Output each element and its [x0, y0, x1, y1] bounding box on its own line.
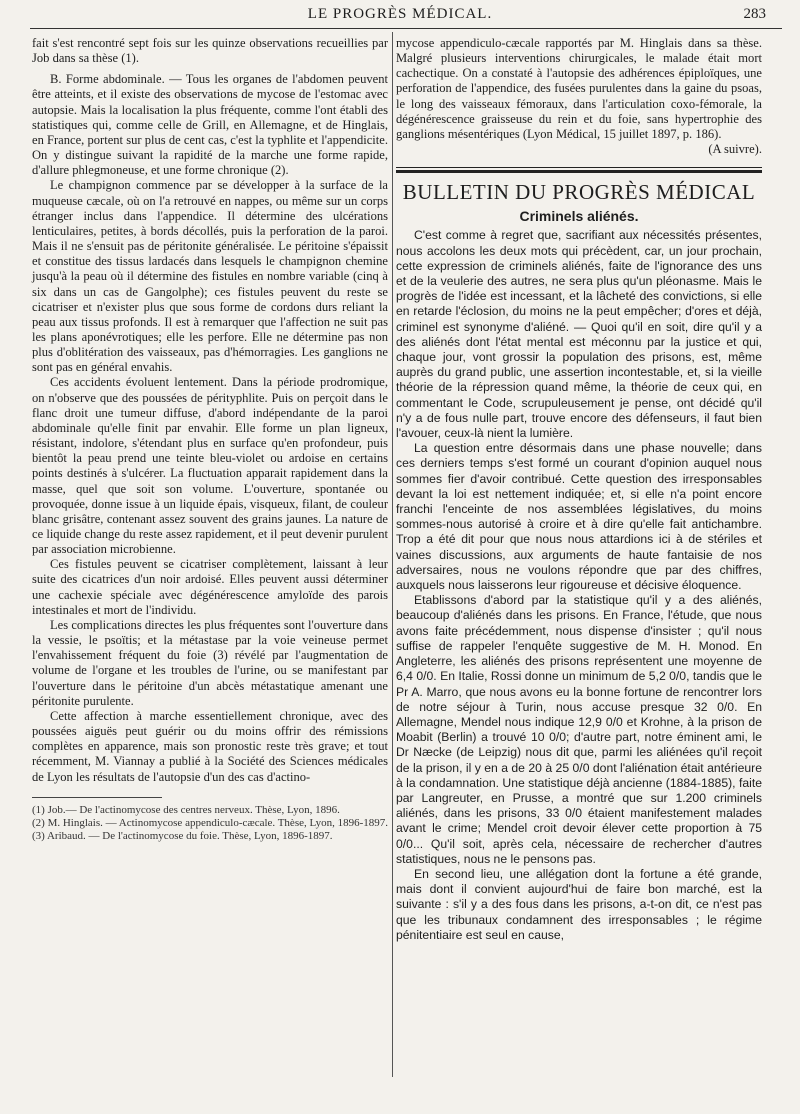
- right-column: [396, 36, 762, 943]
- bulletin-rule-thick: [396, 170, 762, 173]
- footnotes: [32, 804, 388, 844]
- footnote-rule: [32, 797, 162, 798]
- paragraph: Les complications directes les plus fréquentes sont l'ouverture dans la vessie, le psoïtis; et la métastase par la voie veineuse permet l'envahissement fréquent du foie (3) révélé par l'augmentation de volume de l'organe et les troubles de l'urine, ou se manifestant par l'ouverture dans le péritoine d'un abcès métastatique amenant une péritonite purulente.: [32, 617, 388, 708]
- paragraph: C'est comme à regret que, sacrifiant aux nécessités présentes, nous accolons les deux mots qui précèdent, car, un jour prochain, cette expression de criminels aliénés, faite de l'ignorance des uns et de la veulerie des autres, ne sera plus qu'un pléonasme. Mais le progrès de l'idée est incessant, et la lâcheté des convictions, si elle en retarde l'éclosion, du moins ne la peut empêcher; d'ores et déjà, criminel est synonyme d'aliéné. — Quoi qu'il en soit, dire qu'il y a des aliénés dont l'état mental est méconnu par la justice et qui, chaque jour, vont grossir la population des prisons, est, même auprès du grand public, une assertion incontestable, et, si la vieille théorie de la répression quand même, la théorie de ceux qui, en commentant le Code, scrupuleusement je pense, ont décidé qu'il n'y a de fous nulle part, trouve encore des défenseurs, il faut bien l'avouer, ceux-là nient la lumière.: [396, 228, 762, 441]
- left-column: [32, 36, 388, 844]
- page-number: 283: [743, 6, 766, 22]
- to-be-continued: (A suivre).: [708, 142, 762, 157]
- paragraph: La question entre désormais dans une phase nouvelle; dans ces derniers temps s'est formé un courant d'opinion auquel nous sommes fier d'avoir contribué. Cette question des irresponsables devant la loi est nettement indiquée; et, si elle n'a point encore franchi l'enceinte de nos assemblées législatives, du moins sommes-nous autorisé à croire et à dire qu'elle fait antichambre. Trop a été dit pour que nous nous attardions ici à de stériles et vaines discussions, aux arguments de haute fantaisie de nos adversaires, nous ne voulons répondre que par des chiffres, auxquels nous laisserons leur rigoureuse et décisive éloquence.: [396, 441, 762, 593]
- column-divider: [392, 32, 393, 1077]
- footnote-1: (1) Job.— De l'actinomycose des centres nerveux. Thèse, Lyon, 1896.: [32, 803, 340, 816]
- header-rule: [30, 28, 782, 29]
- running-header: [20, 6, 780, 28]
- paragraph-forme-abdominale: B. Forme abdominale. — Tous les organes de l'abdomen peuvent être atteints, et il existe des observations de mycose de l'estomac avec autopsie. Mais la localisation la plus fréquente, comme l'ont établi des statistiques qui, comme celle de Grill, en Allemagne, et de Hinglais, en France, portent sur plus de cent cas, c'est la typhlite et l'appendicite. On y distingue suivant la rapidité de la marche une forme rapide, d'allure phlegmoneuse, et une forme chronique (2).: [32, 72, 388, 178]
- bulletin-title: BULLETIN DU PROGRÈS MÉDICAL: [402, 180, 756, 205]
- footnote-3: (3) Aribaud. — De l'actinomycose du foie. Thèse, Lyon, 1896-1897.: [32, 830, 333, 843]
- paragraph: Etablissons d'abord par la statistique qu'il y a des aliénés, beaucoup d'aliénés dans les prisons. En France, l'étude, que nous avons faite précédemment, nous dispense d'insister ; qu'il nous suffise de rappeler l'enquête suggestive de M. H. Monod. En Angleterre, les aliénés des prisons représentent une moyenne de 6,4 0/0. En Italie, Rossi donne un minimum de 5,2 0/0, tandis que le Pr A. Marro, que nous avons eu la bonne fortune de rencontrer lors de notre séjour à Turin, nous accuse presque 32 0/0. En Allemagne, Mendel nous indique 12,9 0/0 et Krohne, à la prison de Moabit (Berlin) a trouvé 10 0/0; d'autre part, notre éminent ami, le Dr Næcke (de Leipzig) nous dit que, parmi les aliénées qu'il reçoit de la prison, il y en a de 20 à 25 0/0 dont l'aliénation était antérieure à la condamnation. Une statistique déjà ancienne (1884-1885), faite par Langreuter, en Prusse, a montré que sur 1.200 criminels aliénés, dans les prisons, 33 0/0 étaient manifestement malades avant le crime; Mendel croit devoir élever cette proportion à 75 0/0... Qu'il soit, après cela, nécessaire de rechercher d'autres statistiques, nous ne le pensons pas.: [396, 593, 762, 866]
- section-title: Criminels aliénés.: [519, 208, 639, 225]
- paragraph: fait s'est rencontré sept fois sur les quinze observations recueillies par Job dans sa thèse (1).: [32, 36, 388, 66]
- bulletin-rule-thin: [396, 167, 762, 168]
- footnote-2: (2) M. Hinglais. — Actinomycose appendiculo-cæcale. Thèse, Lyon, 1896-1897.: [32, 817, 389, 830]
- journal-title: LE PROGRÈS MÉDICAL.: [307, 6, 493, 22]
- paragraph: Le champignon commence par se développer à la surface de la muqueuse cæcale, où on l'a retrouvé en nappes, ou même sur un corps étranger inclus dans l'appendice. Il détermine des ulcérations lenticulaires, petites, à bords décollés, puis la perforation de la paroi. Mais il ne s'ensuit pas de péritonite généralisée. Le péritoine s'épaissit et constitue des tissus lardacés dans lesquels le champignon chemine jusqu'à la peau où il détermine des fistules en nombre variable (cinq à six dans un cas de Gangolphe); ces fistules peuvent du reste se cicatriser et n'exister plus que sous forme de cordons durs reliant la peau aux tissus profonds. Il est à remarquer que l'affection ne suit pas les plans aponévrotiques; elle les perfore. Elle ne détermine pas non plus d'oblitération des vaisseaux, pas d'hémorragies. Les ganglions ne sont pas en général envahis.: [32, 178, 388, 375]
- paragraph: Cette affection à marche essentiellement chronique, avec des poussées aiguës peut guérir ou du moins offrir des rémissions complètes en apparence, mais son pronostic reste très grave; et tout récemment, M. Viannay a publié à la Société des Sciences médicales de Lyon les résultats de l'autopsie d'un des cas d'actino-: [32, 708, 388, 784]
- paragraph: En second lieu, une allégation dont la fortune a été grande, mais dont il convient aujourd'hui de faire bon marché, est la suivante : s'il y a des fous dans les prisons, a-t-on dit, ce n'est pas que les tribunaux condamnent des irresponsables ; le régime pénitentiaire est seul en cause,: [396, 866, 762, 942]
- paragraph: mycose appendiculo-cæcale rapportés par M. Hinglais dans sa thèse. Malgré plusieurs interventions chirurgicales, le malade était mort cachectique. On a constaté à l'autopsie des adhérences épiploïques, une perforation de l'appendice, des fusées purulentes dans la gaine du psoas, le long des vaisseaux fémoraux, dans l'articulation coxo-fémorale, la dégénérescence graisseuse du rein et du foie, sans hypertrophie des ganglions mésentériques (Lyon Médical, 15 juillet 1897, p. 186).: [396, 36, 762, 141]
- paragraph: Ces accidents évoluent lentement. Dans la période prodromique, on n'observe que des poussées de pérityphlite. Puis on perçoit dans le flanc droit une tumeur diffuse, d'abord indépendante de la paroi abdominale qu'elle finit par envahir. Elle forme un plan ligneux, résistant, indolore, s'étendant plus en surface qu'en profondeur, puis bientôt la peau prend une teinte bleu-violet ou ardoise en certains points destinés à s'ulcérer. La fluctuation apparait rapidement dans la masse, quel que soit son volume. L'ouverture, spontanée ou provoquée, donne issue à un liquide épais, visqueux, filant, de couleur blanc grisâtre, contenant assez souvent des grains jaunes. La nature de ce liquide change du reste assez rapidement, et il peut devenir purulent par association microbienne.: [32, 375, 388, 557]
- paragraph: Ces fistules peuvent se cicatriser complètement, laissant à leur suite des cicatrices d'un noir ardoisé. Elles peuvent aussi déterminer une cachexie spéciale avec dégénérescence amyloïde des parois intestinales et mort de l'individu.: [32, 557, 388, 617]
